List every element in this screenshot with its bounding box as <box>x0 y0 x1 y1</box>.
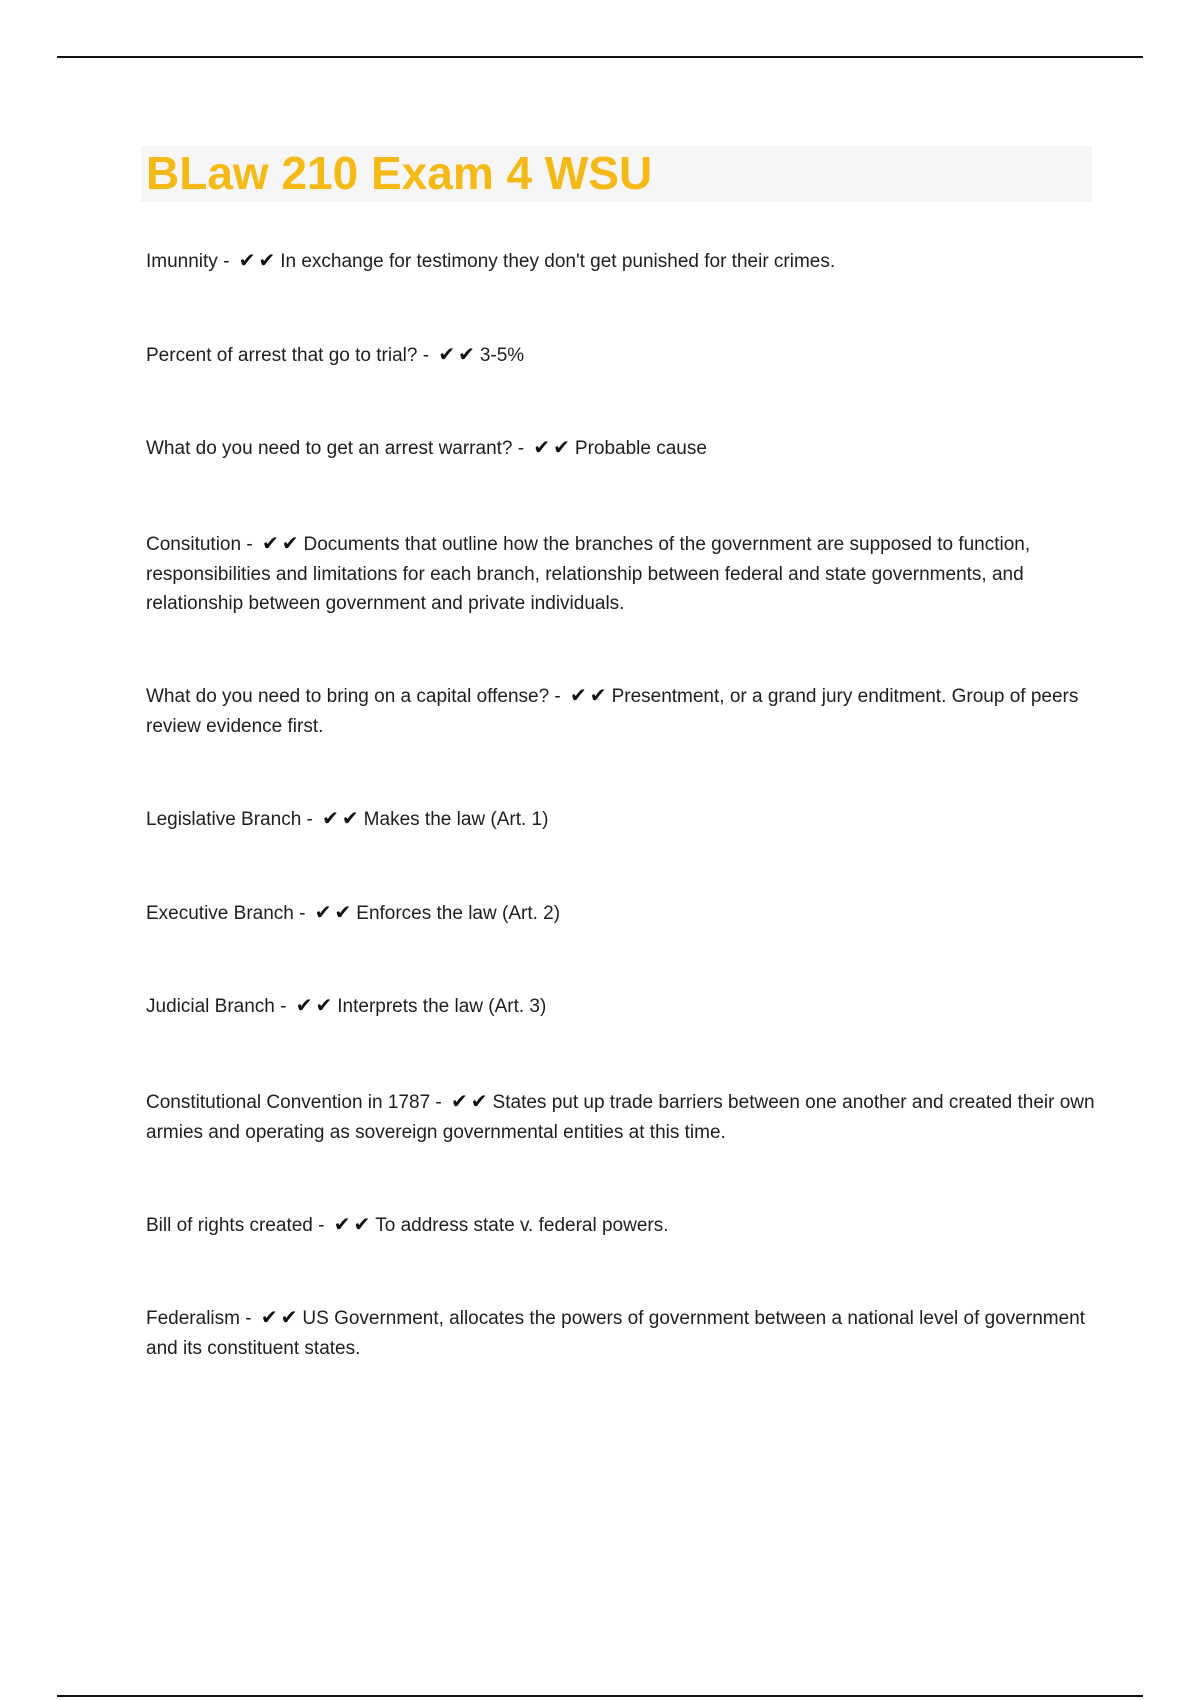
entry-legislative-branch <box>146 804 1096 835</box>
entry-percent-trial <box>146 340 1096 371</box>
entry-definition: Presentment, or a grand jury enditment. Group of peers review evidence first. <box>146 686 1079 737</box>
entry-separator: - <box>549 686 567 707</box>
entry-separator: - <box>430 1092 448 1113</box>
double-check-icon: ✔✔ <box>314 900 355 924</box>
entry-definition: US Government, allocates the powers of government between a national level of government and its constituent states. <box>146 1308 1085 1359</box>
double-check-icon: ✔✔ <box>333 1212 374 1236</box>
entry-term: Constitutional Convention in 1787 <box>146 1092 431 1113</box>
entry-definition: Makes the law (Art. 1) <box>363 809 549 830</box>
entry-term: Percent of arrest that go to trial? <box>146 345 418 366</box>
double-check-icon: ✔✔ <box>570 683 610 707</box>
entry-imunnity <box>146 246 1096 277</box>
entry-separator: - <box>274 996 292 1017</box>
entry-definition: Enforces the law (Art. 2) <box>356 903 561 924</box>
double-check-icon: ✔✔ <box>260 1305 301 1329</box>
double-check-icon: ✔✔ <box>438 342 478 366</box>
entry-separator: - <box>239 1308 257 1329</box>
entry-term: Consitution <box>146 534 242 555</box>
entry-separator: - <box>301 809 319 830</box>
entry-arrest-warrant <box>146 433 1096 464</box>
double-check-icon: ✔✔ <box>322 806 362 830</box>
entry-term: Federalism <box>146 1308 240 1329</box>
entry-term: What do you need to bring on a capital offense? <box>146 686 550 707</box>
entry-separator: - <box>512 438 530 459</box>
entry-term: Executive Branch <box>146 903 294 924</box>
entry-separator: - <box>217 251 235 272</box>
entry-constitutional-convention <box>146 1087 1096 1147</box>
double-check-icon: ✔✔ <box>238 248 279 272</box>
double-check-icon: ✔✔ <box>451 1089 491 1113</box>
entry-term: Bill of rights created <box>146 1215 313 1236</box>
entry-separator: - <box>417 345 435 366</box>
bottom-rule <box>57 1695 1143 1697</box>
entry-definition: 3-5% <box>479 345 525 366</box>
entry-bill-of-rights <box>146 1210 1096 1241</box>
entry-definition: In exchange for testimony they don't get punished for their crimes. <box>280 251 836 272</box>
document-title: BLaw 210 Exam 4 WSU <box>146 147 653 199</box>
entry-judicial-branch <box>146 991 1096 1022</box>
entry-definition: Interprets the law (Art. 3) <box>337 996 547 1017</box>
entry-term: What do you need to get an arrest warrant? <box>146 438 513 459</box>
entry-consitution <box>146 529 1096 619</box>
entry-definition: To address state v. federal powers. <box>375 1215 669 1236</box>
entry-separator: - <box>312 1215 330 1236</box>
entry-separator: - <box>241 534 258 555</box>
entry-definition: Probable cause <box>574 438 707 459</box>
entry-term: Legislative Branch <box>146 809 302 830</box>
top-rule <box>57 56 1143 58</box>
double-check-icon: ✔✔ <box>295 993 336 1017</box>
entry-definition: States put up trade barriers between one another and created their own armies and operating as sovereign governmental entities at this time. <box>146 1092 1095 1143</box>
double-check-icon: ✔✔ <box>533 435 573 459</box>
entry-separator: - <box>293 903 311 924</box>
entry-federalism <box>146 1303 1096 1363</box>
entry-capital-offense <box>146 681 1096 741</box>
entry-term: Judicial Branch <box>146 996 275 1017</box>
entry-term: Imunnity <box>146 251 218 272</box>
double-check-icon: ✔✔ <box>261 531 302 555</box>
entry-executive-branch <box>146 898 1096 929</box>
entry-definition: Documents that outline how the branches of the government are supposed to function, responsibilities and limitations for each branch, relationship between federal and state governments, and relationship between government and private individuals. <box>146 534 1031 614</box>
